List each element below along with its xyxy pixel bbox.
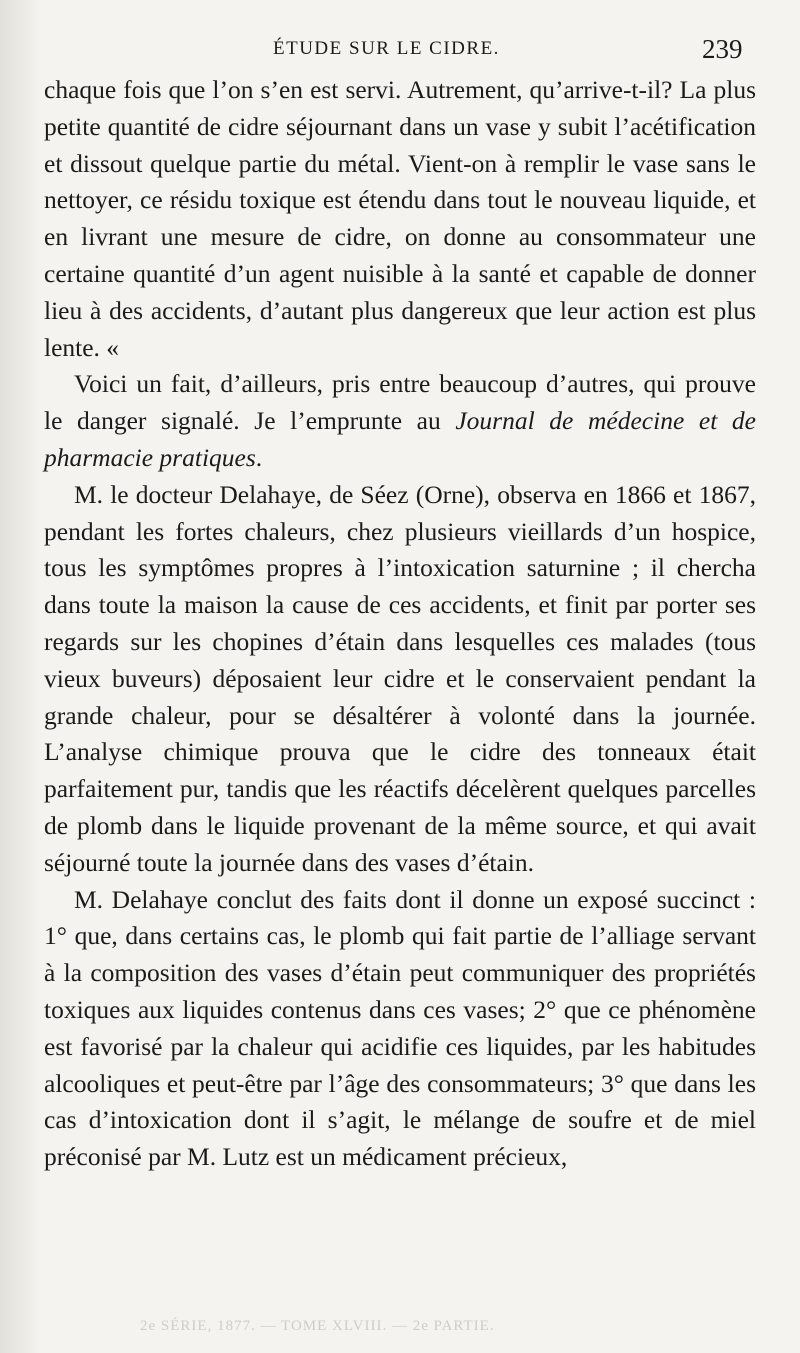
paragraph-3: M. le docteur Delahaye, de Séez (Orne), observa en 1866 et 1867, pendant les fortes chaleurs, chez plusieurs vieillards d’un hospice, tous les symptômes propres à l’intoxication saturnine ; il chercha dans toute la maison la cause de ces accidents, et finit par porter ses regards sur les chopines d’étain dans lesquelles ces malades (tous vieux buveurs) déposaient leur cidre et le conservaient pendant la grande chaleur, pour se désaltérer à volonté dans la journée. L’analyse chimique prouva que le cidre des tonneaux était parfaitement pur, tandis que les réactifs décelèrent quelques parcelles de plomb dans le liquide provenant de la même source, et qui avait séjourné toute la journée dans des vases d’étain.	[44, 479, 756, 877]
body-text	[44, 72, 756, 1176]
running-head: ÉTUDE SUR LE CIDRE.	[273, 38, 500, 59]
paragraph-2-end: .	[255, 442, 263, 472]
page-header	[0, 34, 800, 72]
paragraph-1: chaque fois que l’on s’en est servi. Autrement, qu’arrive-t-il? La plus petite quantité de cidre séjournant dans un vase y subit l’acétification et dissout quelque partie du métal. Vient-on à remplir le vase sans le nettoyer, ce résidu toxique est étendu dans tout le nouveau liquide, et en livrant une mesure de cidre, on donne au consommateur une certaine quantité d’un agent nuisible à la santé et capable de donner lieu à des accidents, d’autant plus dangereux que leur action est plus lente. «	[44, 75, 756, 362]
paragraph-2-text: Voici un fait, d’ailleurs, pris entre beaucoup d’autres, qui prouve le danger signalé. Je l’emprunte au	[44, 369, 756, 436]
show-through-footer: 2e SÉRIE, 1877. — TOME XLVIII. — 2e PARTIE.	[140, 1318, 495, 1334]
page-gutter-shadow	[0, 0, 42, 1353]
page-number: 239	[702, 34, 743, 64]
paragraph-2	[44, 366, 756, 476]
journal-title: Journal de médecine et de pharmacie pratiques	[44, 406, 756, 472]
paragraph-4: M. Delahaye conclut des faits dont il donne un exposé succinct : 1° que, dans certains cas, le plomb qui fait partie de l’alliage servant à la composition des vases d’étain peut communiquer des propriétés toxiques aux liquides contenus dans ces vases; 2° que ce phénomène est favorisé par la chaleur qui acidifie ces liquides, par les habitudes alcooliques et peut-être par l’âge des consommateurs; 3° que dans les cas d’intoxication dont il s’agit, le mélange de soufre et de miel préconisé par M. Lutz est un médicament précieux,	[44, 884, 756, 1172]
